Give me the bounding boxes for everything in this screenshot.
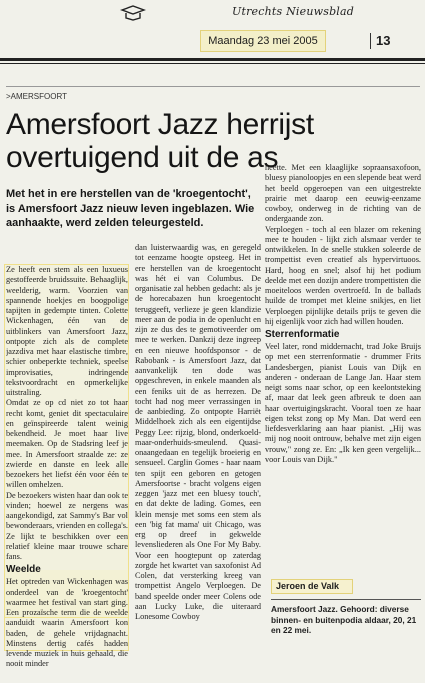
city-dateline: >AMERSFOORT [6,92,67,101]
paragraph: dan luisterwaardig was, en geregeld tot eenzame hoogte opsteeg. Het in ere herstellen van de kroegentocht was hét ei van Columbus. De organisatie zal hebben gedacht: als je de horecabazen hun kroegentocht teruggeeft, verlieze je geen klandizie meer aan de podia in de openlucht en zijn ze dus des te gemotiveerder om mee te werken. Dankzij deze ingreep en een nieuwe hoofdsponsor - de Rabobank - is Amersfoort Jazz, dat aanvankelijk ten dode was opgeschreven, in enkele maanden als een feniks uit de as herrezen. De tocht had nog meer verrassingen in de aanbieding. Zo ontpopte Harriët Middelhoek zich als een eigentijdse Peggy Lee: rijzig, blond, onderkoeld-maar-onderhuids-smeulend. Quasi-onaangedaan en tegelijk broeierig en sensueel. Carglin Gomes - haar naam ten spijt een geboren en getogen Amersfoortse - bracht volgens eigen zeggen 'jazz met een bluesy touch', en dat dekte de lading. Gomes, een klein mensje met soms een stem als een 'big fat mama' uit Chicago, was erg op dreef in gekwelde levensliederen als One For My Baby. Voor een hoogtepunt op zaterdag zorgde het kwartet van saxofonist Ad Colen, dat versterking kreeg van trompettist Angelo Verploegen. De band speelde onder meer Colens ode aan Lucky Luke, die uiteraard Lonesome Cowboy [135,243,261,621]
paragraph: Ze heeft een stem als een luxueus gestoffeerde bruidssuite. Behaaglijk, weelderig, warm. Voorzien van spannende hoekjes en boogpolige tapijten in gedempte tinten. Colette Wickenhagen, één van de uitblinkers van Amersfoort Jazz, ontpopte zich als de complete jazzdiva met haar elastische timbre, schier onbeperkte techniek, speelse improvisaties, indringende tekstvoordracht en opmerkelijke uitstraling. [6,265,128,397]
page-number: 13 [376,33,391,48]
header-rule [0,58,425,61]
article-column-1 [6,265,128,673]
section-rule [6,86,420,87]
city-dateline-text: AMERSFOORT [10,92,67,101]
header-rule-thin [0,63,425,64]
info-rule [271,599,421,600]
author-byline: Jeroen de Valk [271,579,353,594]
paragraph: Verploegen - toch al een blazer om rekening mee te houden - lijkt zich alsmaar verder te ontwikkelen. In de snelle stukken soleerde de trompettist even creatief als hypervirtuoos. Hard, hoog en snel; alsof hij het podium deelde met een dozijn andere trompettisten die moeiteloos werden overtroefd. In de ballads huilde de trompet met kleine snikjes, en liet Verploegen pijnlijke details prijs te geven die hij eigenlijk voor zich had willen houden. [265,224,421,326]
page-number-separator [370,33,371,49]
event-info: Amersfoort Jazz. Gehoord: diverse binnen- en buitenpodia aldaar, 20, 21 en 22 mei. [271,604,417,635]
masthead-title: Utrechts Nieuwsblad [232,5,355,18]
subheading-sterrenformatie: Sterrenformatie [265,329,340,340]
paragraph: Omdat ze op cd niet zo tot haar recht komt, geniet dit spectaculaire en geïnspireerde talent weinig bekendheid. Je moet haar live meemaken. Op de Stadsring leef je mee. In Amersfoort straalde ze: ze zwierde en danste en leek alle bezoekers het liefst één voor één te willen omhelzen. [6,398,128,490]
masthead-logo-icon [120,4,146,22]
paragraph: Het optreden van Wickenhagen was onderdeel van de 'kroegentocht' waarmee het festival van start ging. Een prozaïsche term die de weelde aanduidt waarin Amersfoort kon baden, de gehele vrijdagnacht. Minstens dertig cafés hadden levende muziek in huis gehaald, die nooit minder [6,577,128,669]
paragraph: heette. Met een klaaglijke sopraansaxofoon, bluesy pianoloopjes en een slepende beat werd het beeld opgeroepen van een uitgestrekte prairie met daarop een eeuwig-eenzame cowboy, onderweg in de richting van de ondergaande zon. [265,163,421,224]
subheading-weelde: Weelde [6,564,41,576]
article-headline: Amersfoort Jazz herrijst overtuigend uit de as [6,108,314,174]
paragraph: Veel later, rond middernacht, trad Joke Bruijs op met een sterrenformatie - drummer Frits Landesbergen, pianist Louis van Dijk en anderen - onderaan de Lange Jan. Haar stem neigt soms naar schor, op een keelontsteking af, maar dat leek geen afbreuk te doen aan haar overtuigingskracht. Vooral toen ze haar eigen tekst zong op My Man. Dat werd een liefdesverklaring aan haar pianist. „Hij was mij nog nooit ontrouw, behalve met zijn eigen vrouw," zong ze. En: „Ik ken geen vergelijk... voor Louis van Dijk." [265,342,421,464]
article-intro: Met het in ere herstellen van de 'kroegentocht', is Amersfoort Jazz nieuw leven ingeblazen. Wie aanhaakte, werd zelden teleurgesteld. [6,188,255,229]
article-column-2 [135,243,261,673]
publication-date: Maandag 23 mei 2005 [200,30,326,52]
paragraph: De bezoekers wisten haar dan ook te vinden; hoewel ze nergens was aangekondigd, zat Sammy's Bar vol bewonderaars, vrienden en collega's. Ze lijkt te beschikken over een relatief kleine maar trouwe schare fans. [6,490,128,561]
